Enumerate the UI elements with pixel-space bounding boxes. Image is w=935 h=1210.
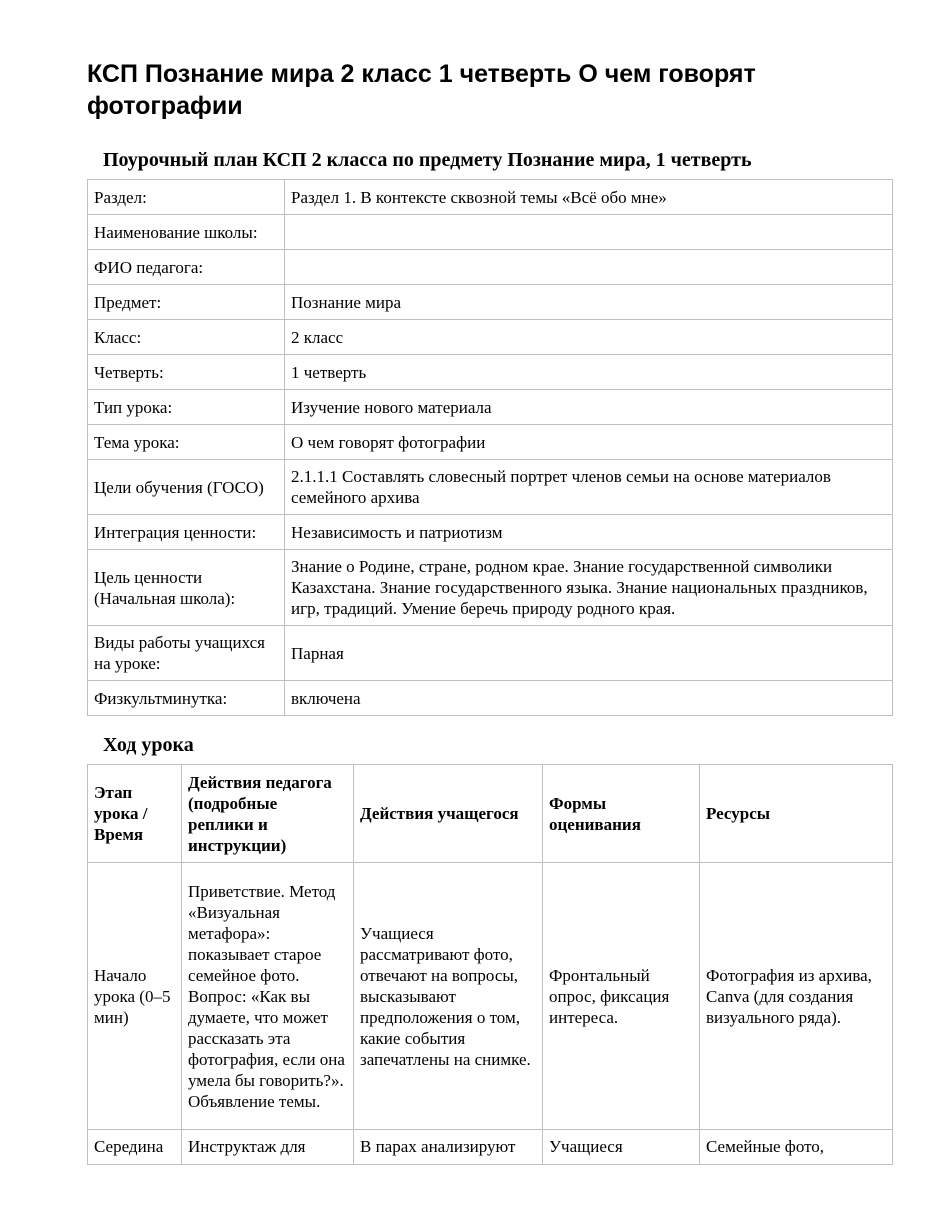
column-header: Действия учащегося xyxy=(354,765,543,863)
info-row-value-integration xyxy=(88,515,893,550)
info-label: Класс: xyxy=(88,320,285,355)
info-value: Изучение нового материала xyxy=(285,390,893,425)
info-label: Виды работы учащихся на уроке: xyxy=(88,626,285,681)
info-value xyxy=(285,215,893,250)
info-value: Парная xyxy=(285,626,893,681)
column-header: Формы оценивания xyxy=(543,765,700,863)
lesson-heading: Ход урока xyxy=(103,734,194,756)
student-actions-cell: В парах анализируют xyxy=(354,1130,543,1165)
info-row-school xyxy=(88,215,893,250)
info-row-subject xyxy=(88,285,893,320)
info-row-teacher xyxy=(88,250,893,285)
info-label: Цель ценности (Начальная школа): xyxy=(88,550,285,626)
stage-cell: Начало урока (0–5 мин) xyxy=(88,863,182,1130)
info-row-section xyxy=(88,180,893,215)
table-row xyxy=(88,1130,893,1165)
info-label: Интеграция ценности: xyxy=(88,515,285,550)
info-label: Раздел: xyxy=(88,180,285,215)
info-row-value-goal xyxy=(88,550,893,626)
lesson-info-table xyxy=(87,179,893,716)
column-header: Этап урока / Время xyxy=(88,765,182,863)
stage-cell: Середина xyxy=(88,1130,182,1165)
info-label: Четверть: xyxy=(88,355,285,390)
info-row-topic xyxy=(88,425,893,460)
info-row-quarter xyxy=(88,355,893,390)
info-value: Познание мира xyxy=(285,285,893,320)
table-row xyxy=(88,863,893,1130)
lesson-flow-table xyxy=(87,764,893,1165)
info-value xyxy=(285,250,893,285)
info-label: Физкультминутка: xyxy=(88,681,285,716)
info-row-lesson-type xyxy=(88,390,893,425)
column-header: Действия педагога (подробные реплики и инструкции) xyxy=(182,765,354,863)
info-value: Раздел 1. В контексте сквозной темы «Всё обо мне» xyxy=(285,180,893,215)
column-header: Ресурсы xyxy=(700,765,893,863)
lesson-header-row xyxy=(88,765,893,863)
info-label: Тип урока: xyxy=(88,390,285,425)
resources-cell: Семейные фото, xyxy=(700,1130,893,1165)
plan-heading: Поурочный план КСП 2 класса по предмету Познание мира, 1 четверть xyxy=(103,149,752,171)
info-label: Предмет: xyxy=(88,285,285,320)
info-label: Тема урока: xyxy=(88,425,285,460)
info-value: 1 четверть xyxy=(285,355,893,390)
assessment-cell: Учащиеся xyxy=(543,1130,700,1165)
student-actions-cell: Учащиеся рассматривают фото, отвечают на вопросы, высказывают предположения о том, какие события запечатлены на снимке. xyxy=(354,863,543,1130)
info-row-learning-goals xyxy=(88,460,893,515)
info-label: Цели обучения (ГОСО) xyxy=(88,460,285,515)
info-value: Знание о Родине, стране, родном крае. Знание государственной символики Казахстана. Знание государственного языка. Знание национальных праздников, игр, традиций. Умение беречь природу родного края. xyxy=(285,550,893,626)
info-label: ФИО педагога: xyxy=(88,250,285,285)
info-value: включена xyxy=(285,681,893,716)
info-value: Независимость и патриотизм xyxy=(285,515,893,550)
info-row-physical-minute xyxy=(88,681,893,716)
teacher-actions-cell: Приветствие. Метод «Визуальная метафора»: показывает старое семейное фото. Вопрос: «Как вы думаете, что может рассказать эта фотография, если она умела бы говорить?». Объявление темы. xyxy=(182,863,354,1130)
assessment-cell: Фронтальный опрос, фиксация интереса. xyxy=(543,863,700,1130)
info-row-grade xyxy=(88,320,893,355)
info-value: 2 класс xyxy=(285,320,893,355)
info-value: О чем говорят фотографии xyxy=(285,425,893,460)
info-row-work-types xyxy=(88,626,893,681)
resources-cell: Фотография из архива, Canva (для создания визуального ряда). xyxy=(700,863,893,1130)
info-label: Наименование школы: xyxy=(88,215,285,250)
teacher-actions-cell: Инструктаж для xyxy=(182,1130,354,1165)
info-value: 2.1.1.1 Составлять словесный портрет членов семьи на основе материалов семейного архива xyxy=(285,460,893,515)
page-title: КСП Познание мира 2 класс 1 четверть О чем говорят фотографии xyxy=(87,60,756,120)
